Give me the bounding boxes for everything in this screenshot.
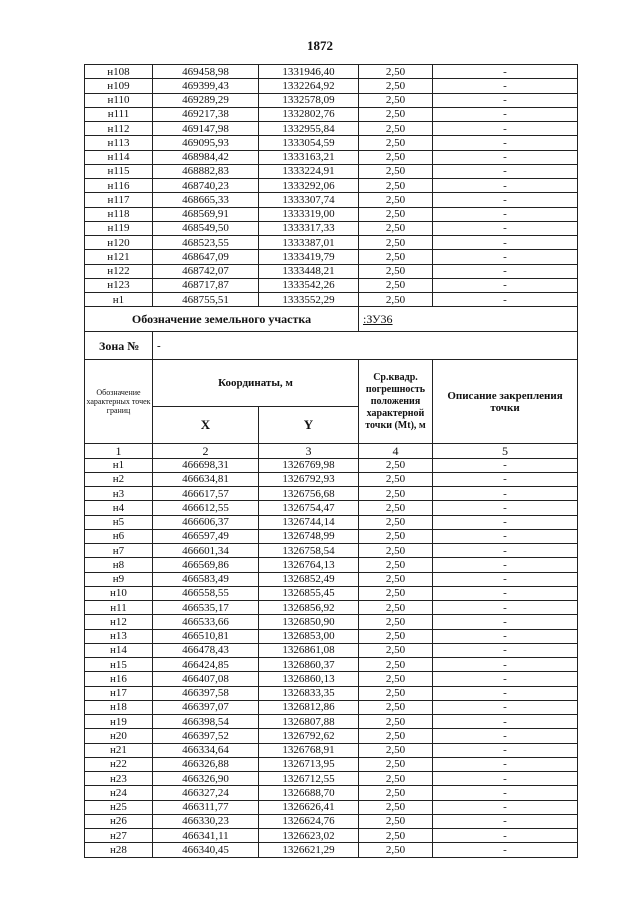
coord-x: 466634,81 (153, 472, 259, 486)
fixing-description: - (433, 700, 578, 714)
table-row (85, 529, 578, 543)
position-error: 2,50 (359, 829, 433, 843)
position-error: 2,50 (359, 615, 433, 629)
parcel-row (85, 307, 578, 332)
coord-y: 1326768,91 (259, 743, 359, 757)
coord-x: 466326,90 (153, 772, 259, 786)
point-id: н17 (85, 686, 153, 700)
coord-y: 1333387,01 (259, 236, 359, 250)
point-id: н28 (85, 843, 153, 857)
fixing-description: - (433, 458, 578, 472)
fixing-description: - (433, 164, 578, 178)
header-y: Y (259, 407, 359, 444)
coord-x: 466327,24 (153, 786, 259, 800)
coord-y: 1333307,74 (259, 193, 359, 207)
position-error: 2,50 (359, 672, 433, 686)
coord-x: 466407,08 (153, 672, 259, 686)
point-id: н20 (85, 729, 153, 743)
table-row (85, 658, 578, 672)
fixing-description: - (433, 107, 578, 121)
fixing-description: - (433, 136, 578, 150)
fixing-description: - (433, 472, 578, 486)
coord-x: 466606,37 (153, 515, 259, 529)
column-number: 5 (433, 444, 578, 458)
coord-x: 466340,45 (153, 843, 259, 857)
coord-y: 1326860,13 (259, 672, 359, 686)
coord-x: 468755,51 (153, 293, 259, 307)
header-coordinates: Координаты, м (153, 360, 359, 407)
point-id: н120 (85, 236, 153, 250)
table-row (85, 729, 578, 743)
table-row (85, 843, 578, 857)
table-row (85, 264, 578, 278)
position-error: 2,50 (359, 729, 433, 743)
coord-x: 466612,55 (153, 501, 259, 515)
coord-y: 1326623,02 (259, 829, 359, 843)
table-row (85, 814, 578, 828)
table-row (85, 179, 578, 193)
header-description: Описание закрепления точки (433, 360, 578, 444)
point-rows (85, 458, 578, 857)
coord-y: 1332578,09 (259, 93, 359, 107)
coord-y: 1326852,49 (259, 572, 359, 586)
table-row (85, 207, 578, 221)
coord-x: 468742,07 (153, 264, 259, 278)
fixing-description: - (433, 79, 578, 93)
fixing-description: - (433, 672, 578, 686)
coord-x: 468569,91 (153, 207, 259, 221)
header-row-1 (85, 360, 578, 407)
fixing-description: - (433, 515, 578, 529)
point-id: н111 (85, 107, 153, 121)
position-error: 2,50 (359, 472, 433, 486)
position-error: 2,50 (359, 193, 433, 207)
fixing-description: - (433, 572, 578, 586)
coord-x: 466569,86 (153, 558, 259, 572)
coord-y: 1326833,35 (259, 686, 359, 700)
point-id: н18 (85, 700, 153, 714)
fixing-description: - (433, 772, 578, 786)
coord-x: 466397,52 (153, 729, 259, 743)
position-error: 2,50 (359, 558, 433, 572)
table-row (85, 757, 578, 771)
fixing-description: - (433, 122, 578, 136)
coord-y: 1326764,13 (259, 558, 359, 572)
position-error: 2,50 (359, 164, 433, 178)
position-error: 2,50 (359, 629, 433, 643)
position-error: 2,50 (359, 544, 433, 558)
coord-y: 1326850,90 (259, 615, 359, 629)
fixing-description: - (433, 264, 578, 278)
coord-y: 1326758,54 (259, 544, 359, 558)
column-numbers-row (85, 444, 578, 458)
point-id: н116 (85, 179, 153, 193)
fixing-description: - (433, 558, 578, 572)
point-id: н113 (85, 136, 153, 150)
coord-y: 1333448,21 (259, 264, 359, 278)
coord-x: 468647,09 (153, 250, 259, 264)
coord-y: 1331946,40 (259, 65, 359, 79)
table-row (85, 772, 578, 786)
coord-x: 466535,17 (153, 601, 259, 615)
coord-y: 1326855,45 (259, 586, 359, 600)
position-error: 2,50 (359, 278, 433, 292)
table-row (85, 558, 578, 572)
point-id: н26 (85, 814, 153, 828)
position-error: 2,50 (359, 800, 433, 814)
table-row (85, 164, 578, 178)
fixing-description: - (433, 643, 578, 657)
fixing-description: - (433, 236, 578, 250)
coord-x: 469217,38 (153, 107, 259, 121)
fixing-description: - (433, 293, 578, 307)
position-error: 2,50 (359, 179, 433, 193)
coord-y: 1326744,14 (259, 515, 359, 529)
fixing-description: - (433, 586, 578, 600)
point-id: н6 (85, 529, 153, 543)
coord-x: 466597,49 (153, 529, 259, 543)
coord-x: 469399,43 (153, 79, 259, 93)
fixing-description: - (433, 829, 578, 843)
table-row (85, 672, 578, 686)
coord-x: 468549,50 (153, 221, 259, 235)
column-number: 3 (259, 444, 359, 458)
position-error: 2,50 (359, 250, 433, 264)
coord-x: 469147,98 (153, 122, 259, 136)
coord-y: 1326792,62 (259, 729, 359, 743)
point-id: н7 (85, 544, 153, 558)
point-id: н110 (85, 93, 153, 107)
parcel-value: :ЗУ36 (359, 307, 578, 332)
coord-y: 1332955,84 (259, 122, 359, 136)
position-error: 2,50 (359, 79, 433, 93)
table-row (85, 472, 578, 486)
coord-y: 1326754,47 (259, 501, 359, 515)
table-row (85, 544, 578, 558)
point-id: н13 (85, 629, 153, 643)
fixing-description: - (433, 800, 578, 814)
table-row (85, 800, 578, 814)
fixing-description: - (433, 529, 578, 543)
point-id: н3 (85, 487, 153, 501)
coord-y: 1326807,88 (259, 715, 359, 729)
coordinates-table (84, 64, 578, 858)
position-error: 2,50 (359, 501, 433, 515)
fixing-description: - (433, 686, 578, 700)
position-error: 2,50 (359, 658, 433, 672)
zone-value: - (153, 332, 578, 360)
coord-x: 468984,42 (153, 150, 259, 164)
coord-y: 1326626,41 (259, 800, 359, 814)
table-row (85, 93, 578, 107)
coord-y: 1326792,93 (259, 472, 359, 486)
point-id: н16 (85, 672, 153, 686)
coord-y: 1326624,76 (259, 814, 359, 828)
position-error: 2,50 (359, 136, 433, 150)
coord-y: 1326812,86 (259, 700, 359, 714)
header-point-id: Обозначение характерных точек границ (85, 360, 153, 444)
point-id: н118 (85, 207, 153, 221)
top-rows (85, 65, 578, 307)
coord-y: 1333292,06 (259, 179, 359, 193)
coord-x: 469458,98 (153, 65, 259, 79)
column-number: 2 (153, 444, 259, 458)
point-id: н114 (85, 150, 153, 164)
position-error: 2,50 (359, 236, 433, 250)
table-row (85, 601, 578, 615)
table-row (85, 136, 578, 150)
table-row (85, 629, 578, 643)
point-id: н122 (85, 264, 153, 278)
page-number: 1872 (307, 38, 333, 53)
table-row (85, 786, 578, 800)
coord-x: 468665,33 (153, 193, 259, 207)
position-error: 2,50 (359, 515, 433, 529)
position-error: 2,50 (359, 572, 433, 586)
position-error: 2,50 (359, 529, 433, 543)
fixing-description: - (433, 179, 578, 193)
coord-y: 1326756,68 (259, 487, 359, 501)
point-id: н9 (85, 572, 153, 586)
table-row (85, 250, 578, 264)
coord-x: 466601,34 (153, 544, 259, 558)
point-id: н115 (85, 164, 153, 178)
coord-y: 1326621,29 (259, 843, 359, 857)
table-row (85, 107, 578, 121)
table-row (85, 615, 578, 629)
table-row (85, 193, 578, 207)
table-row (85, 79, 578, 93)
fixing-description: - (433, 615, 578, 629)
fixing-description: - (433, 150, 578, 164)
coord-x: 466398,54 (153, 715, 259, 729)
table-row (85, 515, 578, 529)
point-id: н112 (85, 122, 153, 136)
position-error: 2,50 (359, 786, 433, 800)
coord-x: 468740,23 (153, 179, 259, 193)
table-row (85, 572, 578, 586)
coord-x: 468523,55 (153, 236, 259, 250)
coord-y: 1333319,00 (259, 207, 359, 221)
coord-x: 468717,87 (153, 278, 259, 292)
section-header (85, 307, 578, 458)
point-id: н123 (85, 278, 153, 292)
fixing-description: - (433, 601, 578, 615)
fixing-description: - (433, 658, 578, 672)
coord-y: 1326861,08 (259, 643, 359, 657)
position-error: 2,50 (359, 743, 433, 757)
position-error: 2,50 (359, 107, 433, 121)
position-error: 2,50 (359, 601, 433, 615)
point-id: н8 (85, 558, 153, 572)
coord-x: 468882,83 (153, 164, 259, 178)
point-id: н14 (85, 643, 153, 657)
point-id: н109 (85, 79, 153, 93)
position-error: 2,50 (359, 487, 433, 501)
position-error: 2,50 (359, 843, 433, 857)
coord-x: 466397,07 (153, 700, 259, 714)
fixing-description: - (433, 629, 578, 643)
coord-x: 466397,58 (153, 686, 259, 700)
coord-x: 466478,43 (153, 643, 259, 657)
fixing-description: - (433, 93, 578, 107)
coord-x: 466533,66 (153, 615, 259, 629)
position-error: 2,50 (359, 221, 433, 235)
coord-y: 1333542,26 (259, 278, 359, 292)
point-id: н1 (85, 458, 153, 472)
coord-y: 1326712,55 (259, 772, 359, 786)
table-row (85, 150, 578, 164)
coord-y: 1326860,37 (259, 658, 359, 672)
fixing-description: - (433, 544, 578, 558)
point-id: н12 (85, 615, 153, 629)
table-row (85, 643, 578, 657)
point-id: н121 (85, 250, 153, 264)
table-row (85, 700, 578, 714)
coord-y: 1326713,95 (259, 757, 359, 771)
position-error: 2,50 (359, 207, 433, 221)
coord-x: 466583,49 (153, 572, 259, 586)
fixing-description: - (433, 729, 578, 743)
position-error: 2,50 (359, 293, 433, 307)
position-error: 2,50 (359, 814, 433, 828)
table-row (85, 586, 578, 600)
position-error: 2,50 (359, 150, 433, 164)
coord-x: 466330,23 (153, 814, 259, 828)
position-error: 2,50 (359, 757, 433, 771)
coord-x: 466558,55 (153, 586, 259, 600)
column-number: 4 (359, 444, 433, 458)
coord-x: 466510,81 (153, 629, 259, 643)
point-id: н119 (85, 221, 153, 235)
point-id: н2 (85, 472, 153, 486)
point-id: н108 (85, 65, 153, 79)
fixing-description: - (433, 786, 578, 800)
point-id: н117 (85, 193, 153, 207)
point-id: н22 (85, 757, 153, 771)
fixing-description: - (433, 743, 578, 757)
position-error: 2,50 (359, 772, 433, 786)
point-id: н21 (85, 743, 153, 757)
fixing-description: - (433, 487, 578, 501)
coord-y: 1332802,76 (259, 107, 359, 121)
coord-y: 1326688,70 (259, 786, 359, 800)
position-error: 2,50 (359, 586, 433, 600)
position-error: 2,50 (359, 700, 433, 714)
position-error: 2,50 (359, 122, 433, 136)
table-row (85, 221, 578, 235)
table-row (85, 236, 578, 250)
zone-row (85, 332, 578, 360)
coord-y: 1326856,92 (259, 601, 359, 615)
position-error: 2,50 (359, 458, 433, 472)
fixing-description: - (433, 278, 578, 292)
parcel-label: Обозначение земельного участка (85, 307, 359, 332)
coord-y: 1333419,79 (259, 250, 359, 264)
column-number: 1 (85, 444, 153, 458)
table-row (85, 487, 578, 501)
table-row (85, 715, 578, 729)
coord-x: 469289,29 (153, 93, 259, 107)
position-error: 2,50 (359, 264, 433, 278)
coord-y: 1326748,99 (259, 529, 359, 543)
coord-x: 466334,64 (153, 743, 259, 757)
point-id: н5 (85, 515, 153, 529)
coord-x: 469095,93 (153, 136, 259, 150)
coord-y: 1333552,29 (259, 293, 359, 307)
coord-x: 466698,31 (153, 458, 259, 472)
fixing-description: - (433, 193, 578, 207)
position-error: 2,50 (359, 93, 433, 107)
zone-label: Зона № (85, 332, 153, 360)
table-row (85, 278, 578, 292)
coord-x: 466326,88 (153, 757, 259, 771)
fixing-description: - (433, 843, 578, 857)
position-error: 2,50 (359, 65, 433, 79)
coord-y: 1326769,98 (259, 458, 359, 472)
coord-y: 1333054,59 (259, 136, 359, 150)
point-id: н27 (85, 829, 153, 843)
fixing-description: - (433, 757, 578, 771)
fixing-description: - (433, 207, 578, 221)
point-id: н15 (85, 658, 153, 672)
coord-y: 1332264,92 (259, 79, 359, 93)
point-id: н4 (85, 501, 153, 515)
coord-x: 466311,77 (153, 800, 259, 814)
table-row (85, 65, 578, 79)
header-x: X (153, 407, 259, 444)
position-error: 2,50 (359, 715, 433, 729)
point-id: н23 (85, 772, 153, 786)
table-row (85, 743, 578, 757)
coord-x: 466341,11 (153, 829, 259, 843)
coord-y: 1333317,33 (259, 221, 359, 235)
table-row (85, 122, 578, 136)
table-row (85, 293, 578, 307)
point-id: н11 (85, 601, 153, 615)
header-error: Ср.квадр. погрешность положения характерной точки (Mt), м (359, 360, 433, 444)
fixing-description: - (433, 814, 578, 828)
fixing-description: - (433, 250, 578, 264)
coord-x: 466424,85 (153, 658, 259, 672)
position-error: 2,50 (359, 643, 433, 657)
fixing-description: - (433, 715, 578, 729)
table-row (85, 686, 578, 700)
table-row (85, 829, 578, 843)
point-id: н10 (85, 586, 153, 600)
coord-x: 466617,57 (153, 487, 259, 501)
point-id: н24 (85, 786, 153, 800)
point-id: н25 (85, 800, 153, 814)
position-error: 2,50 (359, 686, 433, 700)
coord-y: 1333224,91 (259, 164, 359, 178)
table-row (85, 458, 578, 472)
coord-y: 1333163,21 (259, 150, 359, 164)
table-row (85, 501, 578, 515)
point-id: н19 (85, 715, 153, 729)
point-id: н1 (85, 293, 153, 307)
fixing-description: - (433, 65, 578, 79)
coord-y: 1326853,00 (259, 629, 359, 643)
fixing-description: - (433, 221, 578, 235)
fixing-description: - (433, 501, 578, 515)
